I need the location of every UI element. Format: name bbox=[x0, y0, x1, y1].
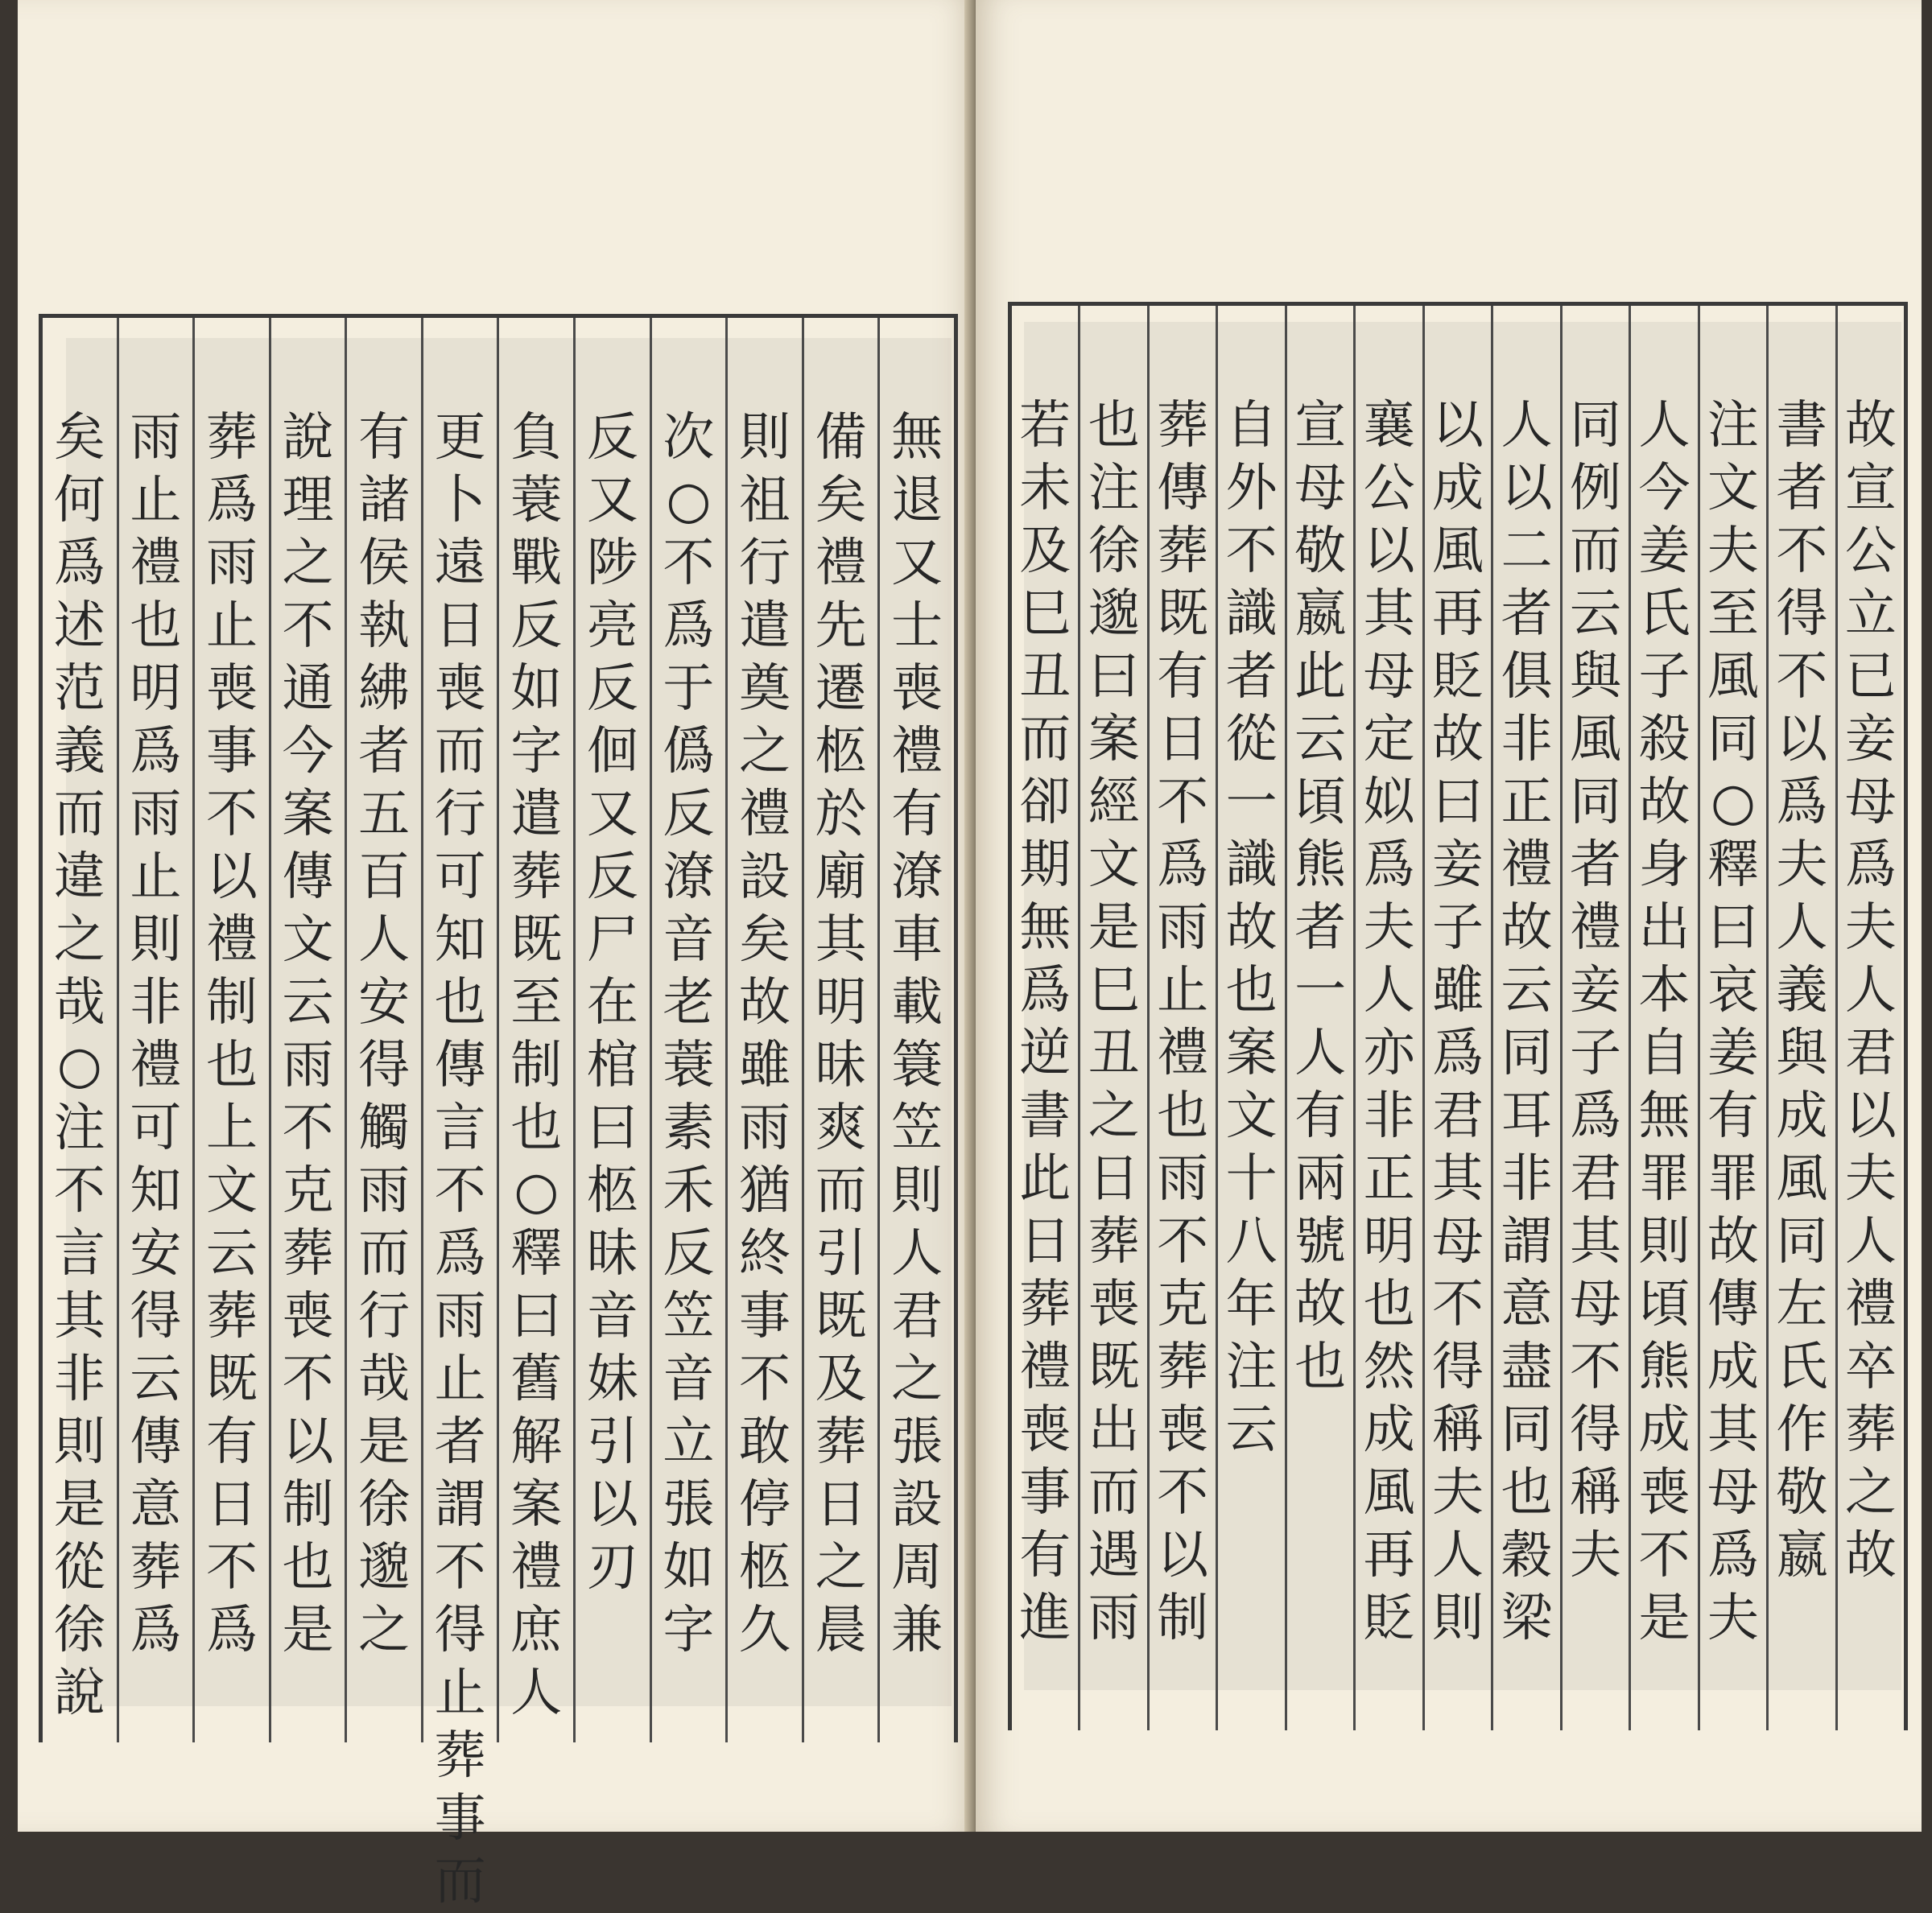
left-page-column-text: 雨 止 禮 也 明 爲 雨 止 則 非 禮 可 知 安 得 云 傳 意 葬 爲 bbox=[130, 408, 182, 1660]
left-page-column bbox=[192, 318, 269, 1742]
left-page-column-text: 更 卜 遠 日 喪 而 行 可 知 也 傳 言 不 爲 雨 止 者 謂 不 得 止 葬 事 而 bbox=[434, 408, 486, 1911]
right-page-column-text: 書 者 不 得 不 以 爲 夫 人 義 與 成 風 同 左 氏 作 敬 嬴 bbox=[1776, 396, 1828, 1585]
right-page-column bbox=[1353, 306, 1422, 1730]
right-page-column bbox=[1491, 306, 1559, 1730]
right-page-column-text: 自 外 不 識 者 從 一 識 故 也 案 文 十 八 年 注 云 bbox=[1225, 396, 1278, 1460]
left-page-column bbox=[573, 318, 650, 1742]
left-page-column-text: 則 祖 行 遣 奠 之 禮 設 矣 故 雖 雨 猶 終 事 不 敢 停 柩 久 bbox=[738, 408, 791, 1660]
right-page-column bbox=[1216, 306, 1284, 1730]
right-page-column bbox=[1147, 306, 1216, 1730]
left-page-column bbox=[497, 318, 573, 1742]
right-page-column bbox=[1629, 306, 1697, 1730]
left-page-column bbox=[269, 318, 345, 1742]
right-page-column-text: 人 今 姜 氏 子 殺 故 身 出 本 自 無 罪 則 頃 熊 成 喪 不 是 bbox=[1638, 396, 1690, 1648]
left-page-column bbox=[725, 318, 802, 1742]
left-page-column bbox=[117, 318, 193, 1742]
right-page-column-text: 同 例 而 云 與 風 同 者 禮 妾 子 爲 君 其 母 不 得 稱 夫 bbox=[1569, 396, 1621, 1585]
left-page-column bbox=[650, 318, 726, 1742]
left-page-column-text: 次 ○ 不 爲 于 僞 反 潦 音 老 蓑 素 禾 反 笠 音 立 張 如 字 bbox=[663, 408, 715, 1660]
left-page-column bbox=[43, 318, 117, 1742]
right-page-column-text: 也 注 徐 邈 曰 案 經 文 是 巳 丑 之 日 葬 喪 既 出 而 遇 雨 bbox=[1088, 396, 1140, 1648]
right-page-column-text: 若 未 及 巳 丑 而 卻 期 無 爲 逆 書 此 日 葬 禮 喪 事 有 進 bbox=[1019, 396, 1071, 1648]
left-columns bbox=[43, 318, 954, 1911]
right-page-column-text: 宣 母 敬 嬴 此 云 頃 熊 者 一 人 有 兩 號 故 也 bbox=[1294, 396, 1347, 1397]
right-page-column-text: 以 成 風 再 貶 故 曰 妾 子 雖 爲 君 其 母 不 得 稱 夫 人 則 bbox=[1432, 396, 1484, 1648]
right-page-column bbox=[1766, 306, 1835, 1730]
right-page-column-text: 葬 傳 葬 既 有 日 不 爲 雨 止 禮 也 雨 不 克 葬 喪 不 以 制 bbox=[1157, 396, 1209, 1648]
right-text-frame bbox=[1008, 302, 1908, 1730]
right-page-column bbox=[1422, 306, 1491, 1730]
right-columns bbox=[1012, 306, 1904, 1730]
left-page-column-text: 矣 何 爲 述 范 義 而 違 之 哉 ○ 注 不 言 其 非 則 是 從 徐 說 bbox=[53, 408, 105, 1723]
left-page-column-text: 反 又 陟 亮 反 佪 又 反 尸 在 棺 曰 柩 昧 音 妹 引 以 刃 bbox=[586, 408, 638, 1598]
right-page-column bbox=[1285, 306, 1353, 1730]
left-page-column-text: 無 退 又 士 喪 禮 有 潦 車 載 簑 笠 則 人 君 之 張 設 周 兼 bbox=[891, 408, 943, 1660]
right-page-column bbox=[1012, 306, 1078, 1730]
right-page-column bbox=[1698, 306, 1766, 1730]
left-page-column-text: 說 理 之 不 通 今 案 傳 文 云 雨 不 克 葬 喪 不 以 制 也 是 bbox=[282, 408, 334, 1660]
left-page-column bbox=[421, 318, 497, 1911]
left-page-column-text: 備 矣 禮 先 遷 柩 於 廟 其 明 昧 爽 而 引 既 及 葬 日 之 晨 bbox=[815, 408, 867, 1660]
left-page-column-text: 葬 爲 雨 止 喪 事 不 以 禮 制 也 上 文 云 葬 既 有 日 不 爲 bbox=[205, 408, 258, 1660]
left-page-column-text: 負 蓑 戰 反 如 字 遣 葬 既 至 制 也 ○ 釋 曰 舊 解 案 禮 庶 人 bbox=[510, 408, 563, 1723]
left-page-column bbox=[877, 318, 954, 1742]
left-page-column bbox=[345, 318, 421, 1742]
right-page-column-text: 襄 公 以 其 母 定 姒 爲 夫 人 亦 非 正 明 也 然 成 風 再 貶 bbox=[1363, 396, 1415, 1648]
left-page-column bbox=[802, 318, 878, 1742]
right-page-column-text: 故 宣 公 立 已 妾 母 爲 夫 人 君 以 夫 人 禮 卒 葬 之 故 bbox=[1844, 396, 1897, 1585]
right-page-column bbox=[1835, 306, 1904, 1730]
left-text-frame bbox=[39, 314, 958, 1911]
right-page-column bbox=[1078, 306, 1146, 1730]
right-page-column bbox=[1560, 306, 1629, 1730]
right-page-column-text: 注 文 夫 至 風 同 ○ 釋 曰 哀 姜 有 罪 故 傳 成 其 母 爲 夫 bbox=[1707, 396, 1759, 1648]
right-page-column-text: 人 以 二 者 俱 非 正 禮 故 云 同 耳 非 謂 意 盡 同 也 穀 梁 bbox=[1501, 396, 1553, 1648]
left-page-column-text: 有 諸 侯 執 紼 者 五 百 人 安 得 觸 雨 而 行 哉 是 徐 邈 之 bbox=[358, 408, 411, 1660]
